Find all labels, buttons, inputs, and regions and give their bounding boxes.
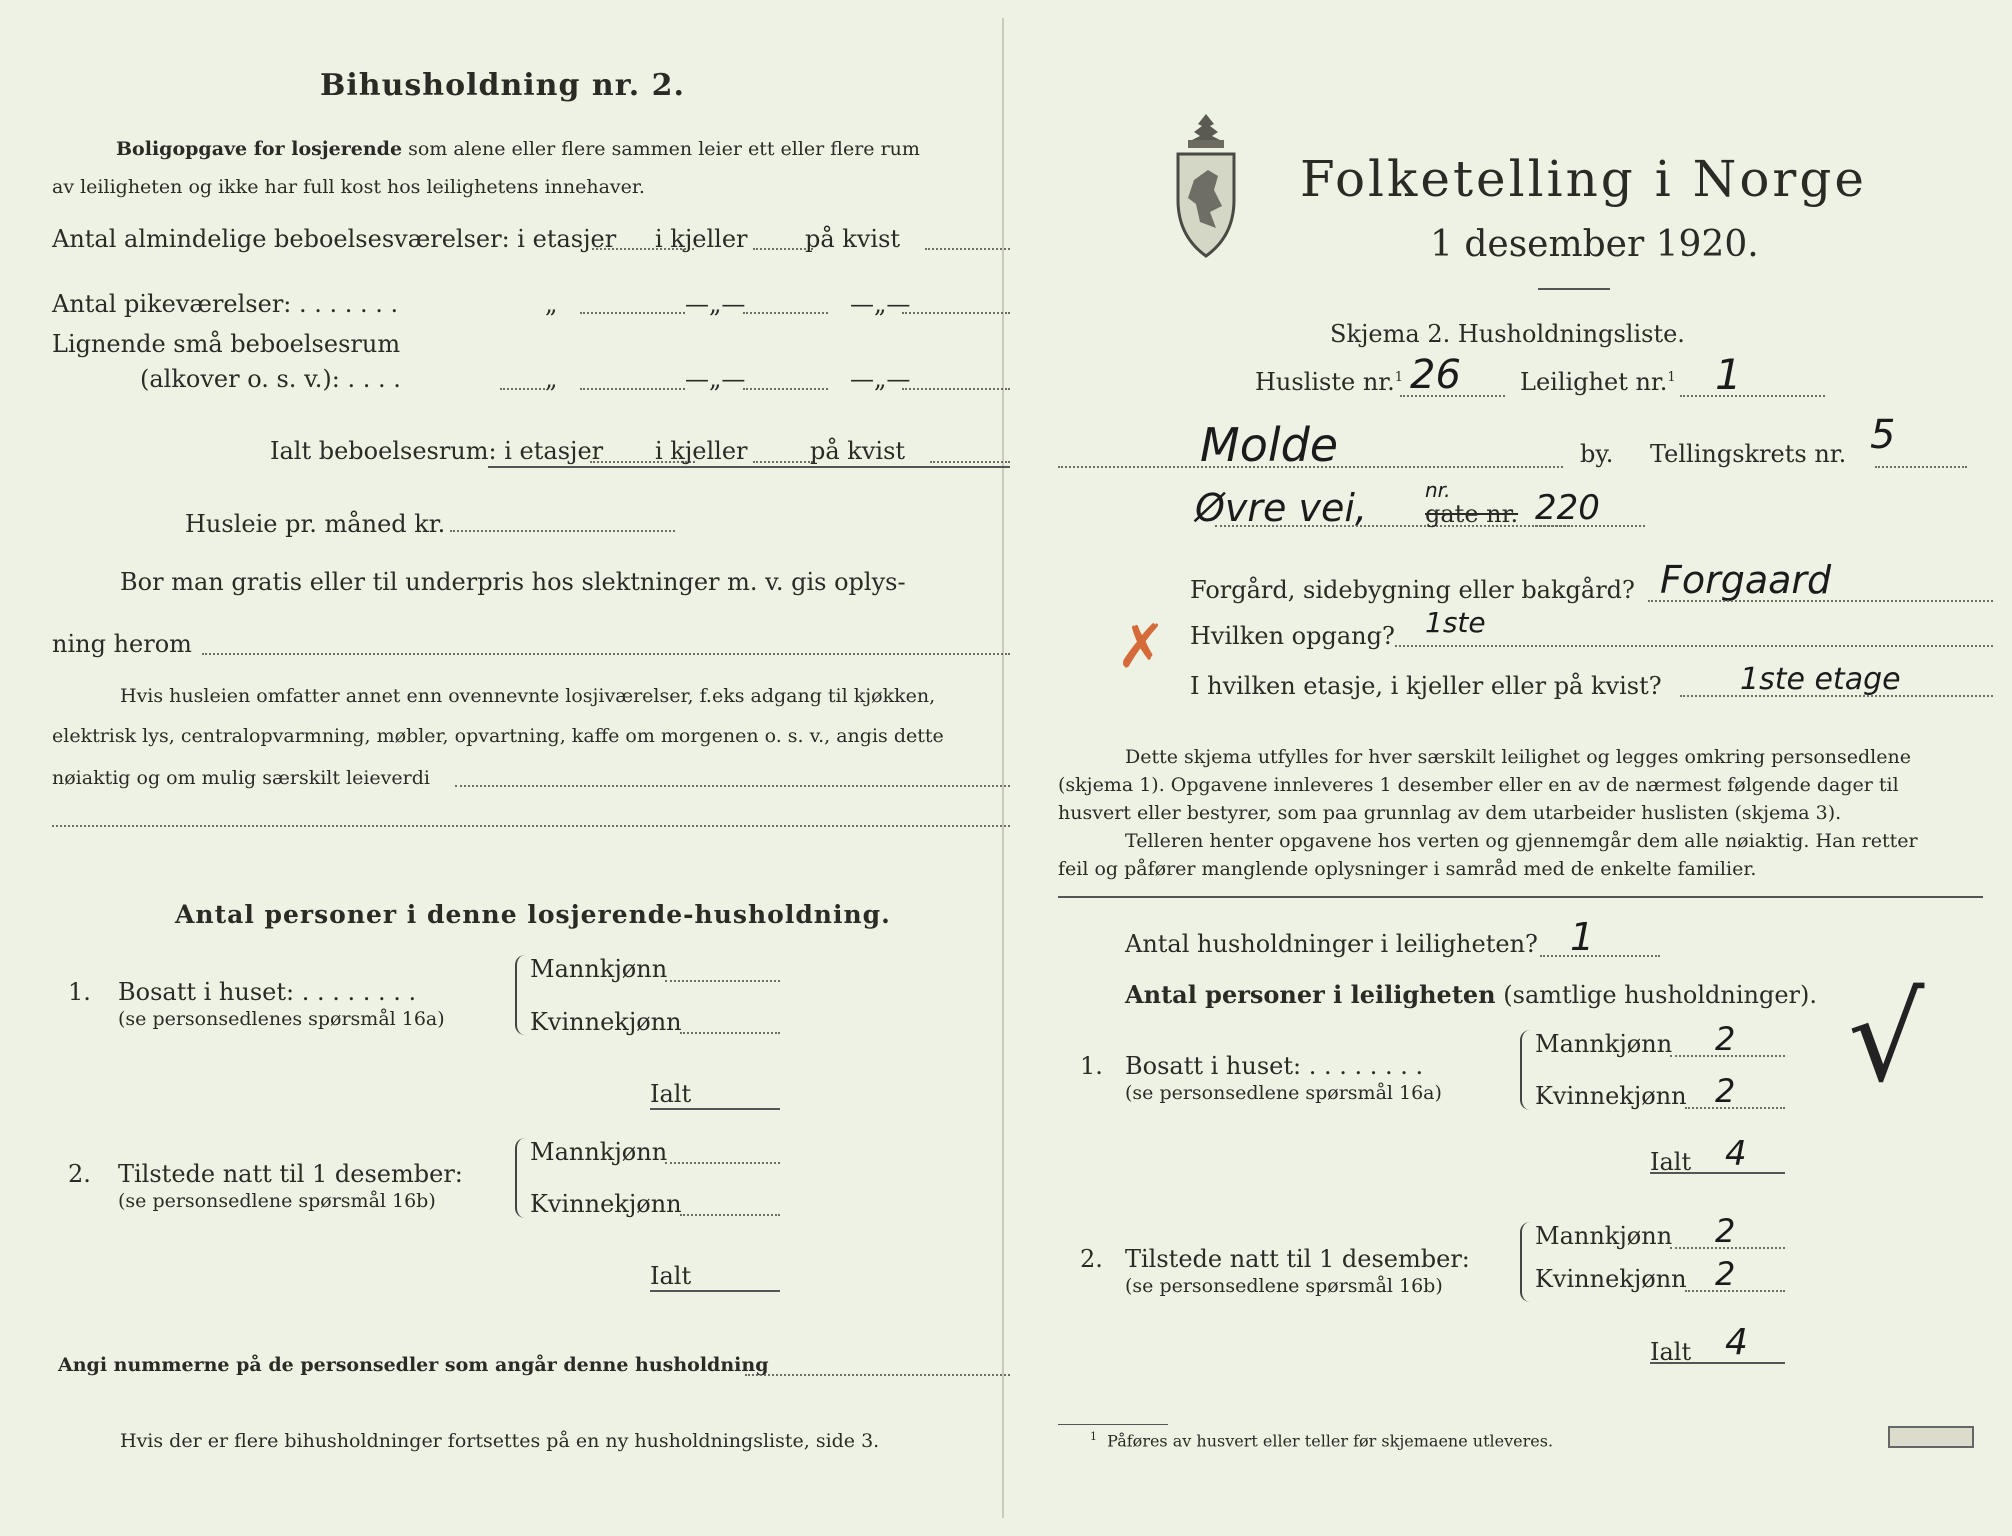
antal-husholdninger-label: Antal husholdninger i leiligheten? (1125, 930, 1538, 958)
opgang-field[interactable] (1395, 645, 1993, 647)
r-q2-ialt-field[interactable] (1650, 1362, 1785, 1364)
check-mark: √ (1848, 970, 1925, 1109)
r-q1-kvinne-value: 2 (1715, 1072, 1736, 1110)
bihusholdning-section (40, 0, 995, 1536)
pike-ditto-3: —„— (850, 290, 911, 318)
husliste-field[interactable] (1400, 395, 1505, 397)
q2-mann-field[interactable] (665, 1162, 780, 1164)
r-q1-mann-value: 2 (1715, 1020, 1736, 1058)
r-q2-number: 2. (1080, 1245, 1103, 1273)
lignende-kjeller-field[interactable] (743, 388, 828, 390)
footnote-rule (1058, 1424, 1168, 1425)
q1-ialt-label: Ialt (650, 1080, 692, 1108)
ialt-beboelsesrum-label: Ialt beboelsesrum: i etasjer (270, 437, 604, 465)
opgang-value: 1ste (1425, 606, 1486, 639)
q2-kvinne-field[interactable] (680, 1214, 780, 1216)
pike-kjeller-field[interactable] (743, 312, 828, 314)
rooms-kvist-label: på kvist (805, 225, 901, 253)
pike-label: Antal pikeværelser: . . . . . . . (52, 290, 399, 318)
gate-nr-field[interactable] (1535, 525, 1645, 527)
x-mark: ✗ (1116, 612, 1167, 682)
q1-kvinne-field[interactable] (680, 1032, 780, 1034)
pike-kvist-field[interactable] (902, 312, 1010, 314)
r-q1-subtext: (se personsedlene spørsmål 16a) (1125, 1082, 1442, 1104)
husleie-note-3: nøiaktig og om mulig særskilt leieverdi (52, 767, 430, 789)
instruction-4: Telleren henter opgavene hos verten og gjennemgår dem alle nøiaktig. Han retter (1125, 830, 1918, 852)
instruction-2: (skjema 1). Opgavene innleveres 1 desember eller en av de nærmest følgende dager til (1058, 774, 1899, 796)
etasje-field[interactable] (1680, 695, 1993, 697)
r-q2-label: Tilstede natt til 1 desember: (1125, 1245, 1470, 1273)
section-rule (1058, 896, 1983, 898)
husleie-note-2: elektrisk lys, centralopvarmning, møbler, opvartning, kaffe om morgenen o. s. v., angis dette (52, 725, 944, 747)
antal-personer-title: Antal personer i denne losjerende-husholdning. (175, 900, 891, 929)
q1-brace (515, 955, 529, 1035)
gratis-text-2: ning herom (52, 630, 192, 658)
q2-kvinne-label: Kvinnekjønn (530, 1190, 682, 1218)
gratis-text: Bor man gratis eller til underpris hos slektninger m. v. gis oplys- (120, 568, 906, 596)
lignende-ditto-3: —„— (850, 365, 911, 393)
q2-brace (515, 1138, 529, 1218)
r-q2-kvinne-value: 2 (1715, 1255, 1736, 1293)
leieverdi-field-2[interactable] (52, 825, 1010, 827)
gate-value: Øvre vei, (1195, 486, 1367, 530)
rooms-kjeller-field[interactable] (753, 248, 813, 250)
skjema-label: Skjema 2. Husholdningsliste. (1330, 320, 1685, 348)
q2-ialt-label: Ialt (650, 1262, 692, 1290)
ialt-kjeller-label: i kjeller (655, 437, 748, 465)
q2-ialt-field[interactable] (650, 1290, 780, 1292)
r-q1-ialt-label: Ialt (1650, 1148, 1692, 1176)
r-q2-subtext: (se personsedlene spørsmål 16b) (1125, 1275, 1443, 1297)
q1-mann-field[interactable] (665, 980, 780, 982)
tellingskrets-label: Tellingskrets nr. (1650, 440, 1847, 468)
by-field[interactable] (1058, 466, 1563, 468)
pike-ditto-2: —„— (685, 290, 746, 318)
r-q1-mann-label: Mannkjønn (1535, 1030, 1673, 1058)
r-q1-kvinne-field[interactable] (1685, 1107, 1785, 1109)
form-date: 1 desember 1920. (1430, 224, 1759, 265)
r-q2-ialt-label: Ialt (1650, 1338, 1692, 1366)
r-q1-kvinne-label: Kvinnekjønn (1535, 1082, 1687, 1110)
leilighet-field[interactable] (1680, 395, 1825, 397)
by-value: Molde (1200, 418, 1339, 472)
title-rule (1538, 288, 1610, 290)
page-fold (1002, 18, 1004, 1518)
r-q1-number: 1. (1080, 1052, 1103, 1080)
ialt-kvist-field[interactable] (930, 461, 1010, 463)
intro-text: Boligopgave for losjerende som alene eller flere sammen leier ett eller flere rum (116, 138, 920, 160)
husliste-value: 26 (1410, 352, 1461, 398)
r-q2-brace (1520, 1222, 1534, 1302)
tellingskrets-field[interactable] (1875, 466, 1967, 468)
pike-etasjer-field[interactable] (580, 312, 685, 314)
q1-mann-label: Mannkjønn (530, 955, 668, 983)
q1-subtext: (se personsedlenes spørsmål 16a) (118, 1008, 445, 1030)
q2-number: 2. (68, 1160, 91, 1188)
instruction-5: feil og påfører manglende oplysninger i samråd med de enkelte familier. (1058, 858, 1757, 880)
gate-nr-value: 220 (1535, 488, 1600, 528)
flere-note: Hvis der er flere bihusholdninger fortsettes på en ny husholdningsliste, side 3. (120, 1430, 880, 1452)
rooms-kjeller-label: i kjeller (655, 225, 748, 253)
husliste-label: Husliste nr.$^1$ (1255, 368, 1404, 396)
gate-correction: nr. (1425, 478, 1451, 502)
r-q1-ialt-field[interactable] (1650, 1172, 1785, 1174)
by-label: by. (1580, 440, 1614, 468)
r-q1-brace (1520, 1030, 1534, 1110)
antal-husholdninger-value: 1 (1570, 915, 1595, 959)
rooms-kvist-field[interactable] (925, 248, 1010, 250)
lignende-lead-field[interactable] (500, 388, 545, 390)
angi-label: Angi nummerne på de personsedler som angår denne husholdning (58, 1354, 769, 1376)
bihusholdning-title: Bihusholdning nr. 2. (320, 68, 685, 103)
antal-husholdninger-field[interactable] (1540, 955, 1660, 957)
r-q1-label: Bosatt i huset: . . . . . . . . (1125, 1052, 1424, 1080)
gate-label: gate nr. (1425, 500, 1519, 528)
intro-text-line2: av leiligheten og ikke har full kost hos leilighetens innehaver. (52, 176, 645, 198)
r-q2-ialt-value: 4 (1725, 1322, 1748, 1363)
ialt-kjeller-field[interactable] (753, 461, 813, 463)
opgang-label: Hvilken opgang? (1190, 622, 1395, 650)
lignende-label: Lignende små beboelsesrum (52, 330, 401, 358)
tellingskrets-value: 5 (1870, 412, 1896, 458)
lignende-label-2: (alkover o. s. v.): . . . . (140, 365, 401, 393)
husleie-note-1: Hvis husleien omfatter annet enn ovennevnte losjiværelser, f.eks adgang til kjøkken, (120, 685, 936, 707)
q2-label: Tilstede natt til 1 desember: (118, 1160, 463, 1188)
etasje-label: I hvilken etasje, i kjeller eller på kvist? (1190, 672, 1662, 700)
ialt-underline (488, 466, 1010, 468)
r-q2-mann-value: 2 (1715, 1212, 1736, 1250)
r-q2-kvinne-label: Kvinnekjønn (1535, 1265, 1687, 1293)
gratis-field[interactable] (202, 653, 1010, 655)
footnote: $^1$ Påføres av husvert eller teller før skjemaene utleveres. (1090, 1430, 1554, 1451)
lignende-ditto-2: —„— (685, 365, 746, 393)
q2-mann-label: Mannkjønn (530, 1138, 668, 1166)
husleie-label: Husleie pr. måned kr. (185, 510, 446, 538)
husholdningsliste-section (1050, 0, 1985, 1536)
instruction-1: Dette skjema utfylles for hver særskilt leilighet og legges omkring personsedlene (1125, 746, 1911, 768)
q1-kvinne-label: Kvinnekjønn (530, 1008, 682, 1036)
husleie-field[interactable] (450, 530, 675, 532)
form-title: Folketelling i Norge (1300, 150, 1867, 208)
q2-subtext: (se personsedlene spørsmål 16b) (118, 1190, 436, 1212)
leilighet-value: 1 (1715, 350, 1742, 399)
q1-label: Bosatt i huset: . . . . . . . . (118, 978, 417, 1006)
r-q2-kvinne-field[interactable] (1685, 1290, 1785, 1292)
leilighet-label: Leilighet nr.$^1$ (1520, 368, 1676, 396)
printer-stamp (1888, 1426, 1974, 1448)
r-q2-mann-field[interactable] (1670, 1247, 1785, 1249)
leieverdi-field[interactable] (455, 785, 1010, 787)
q1-number: 1. (68, 978, 91, 1006)
etasje-value: 1ste etage (1740, 662, 1901, 697)
r-q1-mann-field[interactable] (1670, 1055, 1785, 1057)
instruction-3: husvert eller bestyrer, som paa grunnlag av dem utarbeider huslisten (skjema 3). (1058, 802, 1842, 824)
lignende-etasjer-field[interactable] (580, 388, 685, 390)
r-q1-ialt-value: 4 (1725, 1134, 1747, 1174)
ialt-kvist-label: på kvist (810, 437, 906, 465)
rooms-label: Antal almindelige beboelsesværelser: i etasjer (52, 225, 617, 253)
lignende-ditto: „ (545, 365, 558, 393)
lignende-kvist-field[interactable] (902, 388, 1010, 390)
forgaard-label: Forgård, sidebygning eller bakgård? (1190, 576, 1635, 604)
pike-ditto: „ (545, 290, 558, 318)
angi-field[interactable] (745, 1374, 1010, 1376)
q1-ialt-field[interactable] (650, 1108, 780, 1110)
forgaard-field[interactable] (1648, 600, 1993, 602)
r-q2-mann-label: Mannkjønn (1535, 1222, 1673, 1250)
antal-personer-heading: Antal personer i leiligheten (samtlige husholdninger). (1125, 980, 1818, 1009)
forgaard-value: Forgaard (1660, 558, 1832, 602)
